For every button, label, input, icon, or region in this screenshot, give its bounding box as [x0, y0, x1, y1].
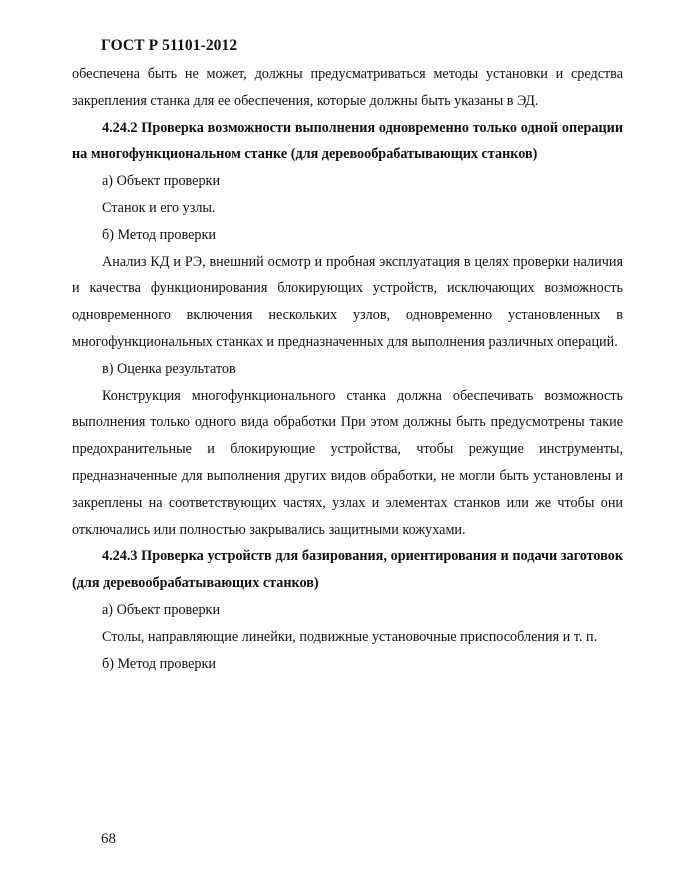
page-number: 68: [101, 831, 116, 847]
paragraph: б) Метод проверки: [102, 226, 216, 243]
paragraph: а) Объект проверки: [102, 173, 221, 190]
paragraph: б) Метод проверки: [102, 655, 216, 672]
paragraph: Столы, направляющие линейки, подвижные установочные приспособления и т. п.: [102, 628, 598, 645]
section-heading-4-24-3: 4.24.3 Проверка устройств для базирования, ориентирования и подачи заготовок (для деревообрабатывающих станков): [72, 548, 623, 592]
paragraph: Конструкция многофункционального станка должна обеспечивать возможность выполнения только одного вида обработки При этом должны быть предусмотрены такие предохранительные и блокирующие устройства, чтобы режущие инструменты, предназначенные для выполнения других видов обработки, не могли быть установлены и закреплены на соответствующих частях, узлах и элементах станков или же чтобы они отключались или полностью закрывались защитными кожухами.: [72, 387, 623, 538]
paragraph-continuation: обеспечена быть не может, должны предусматриваться методы установки и средства закрепления станка для ее обеспечения, которые должны быть указаны в ЭД.: [72, 66, 623, 109]
document-body: [72, 61, 623, 677]
paragraph: а) Объект проверки: [102, 601, 221, 618]
paragraph: Станок и его узлы.: [102, 199, 216, 216]
paragraph: в) Оценка результатов: [102, 360, 236, 377]
paragraph: Анализ КД и РЭ, внешний осмотр и пробная эксплуатация в целях проверки наличия и качества функционирования блокирующих устройств, исключающих возможность одновременного включения нескольких узлов, одновременно установленных в многофункциональных станках и предназначенных для выполнения различных операций.: [72, 253, 623, 350]
document-header: ГОСТ Р 51101-2012: [101, 37, 238, 54]
section-heading-4-24-2: 4.24.2 Проверка возможности выполнения одновременно только одной операции на многофункциональном станке (для деревообрабатывающих станков): [72, 119, 623, 163]
